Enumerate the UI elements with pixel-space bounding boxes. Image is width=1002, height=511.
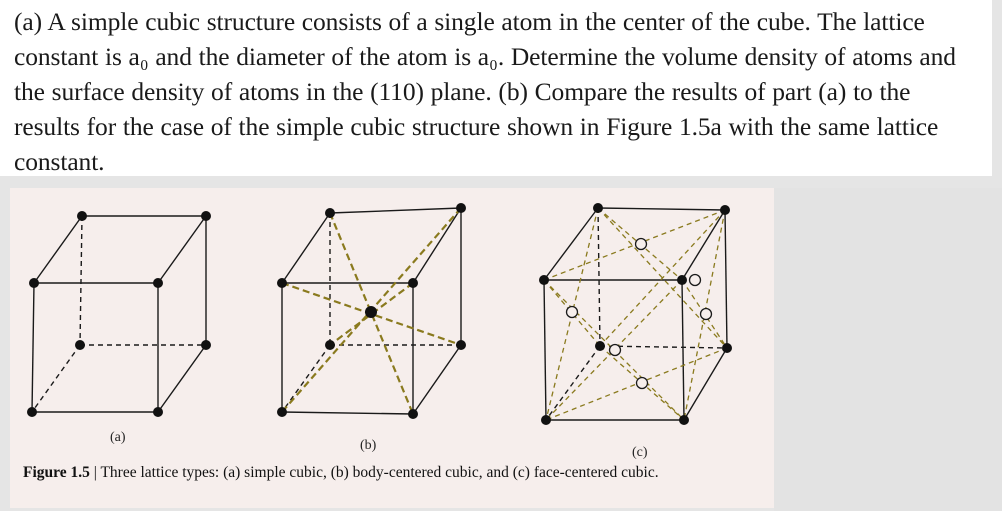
- atom: [325, 208, 335, 218]
- atom: [720, 205, 730, 215]
- atom: [29, 278, 39, 288]
- face-center-atom: [610, 345, 621, 356]
- atom: [153, 407, 163, 417]
- atom: [677, 275, 687, 285]
- atom: [77, 211, 87, 221]
- atom: [325, 340, 335, 350]
- face-center-atom: [637, 378, 648, 389]
- sublabel-c: (c): [632, 445, 648, 460]
- atom: [408, 409, 418, 419]
- atom: [595, 341, 605, 351]
- simple-cubic-diagram: [27, 211, 211, 417]
- sublabel-b: (b): [360, 438, 377, 453]
- atom: [593, 203, 603, 213]
- caption-text: Three lattice types: (a) simple cubic, (b) body-centered cubic, and (c) face-centered cubic.: [100, 464, 659, 481]
- face-center-atom: [701, 309, 712, 320]
- atom: [541, 415, 551, 425]
- lattice-diagrams: [10, 188, 774, 508]
- background-strip: [774, 188, 1002, 511]
- atom: [27, 407, 37, 417]
- sublabel-a: (a): [110, 430, 126, 445]
- face-center-atom: [567, 307, 578, 318]
- atom: [539, 275, 549, 285]
- face-center-atom: [690, 275, 701, 286]
- atom: [408, 278, 418, 288]
- atom: [722, 343, 732, 353]
- atom: [679, 415, 689, 425]
- atom: [75, 340, 85, 350]
- body-center-atom: [365, 306, 377, 318]
- face-center-atom: [636, 239, 647, 250]
- figure-1-5: [10, 188, 774, 508]
- atom: [201, 211, 211, 221]
- atom: [153, 278, 163, 288]
- caption-separator: |: [89, 464, 101, 481]
- atom: [277, 278, 287, 288]
- problem-statement: [0, 0, 992, 176]
- face-centered-cubic-diagram: [539, 203, 732, 425]
- atom: [201, 340, 211, 350]
- atom: [456, 340, 466, 350]
- atom: [456, 203, 466, 213]
- caption-label: Figure 1.5: [23, 464, 90, 481]
- problem-text: (a) A simple cubic structure consists of a single atom in the center of the cube. The lattice constant is a₀ and the diameter of the atom is a₀. Determine the volume density of atoms and the surface density of atoms in the (110) plane. (b) Compare the results of part (a) to the results for the case of the simple cubic structure shown in Figure 1.5a with the same lattice constant.: [14, 7, 956, 176]
- body-centered-cubic-diagram: [277, 203, 466, 419]
- figure-caption: [23, 464, 768, 482]
- atom: [277, 407, 287, 417]
